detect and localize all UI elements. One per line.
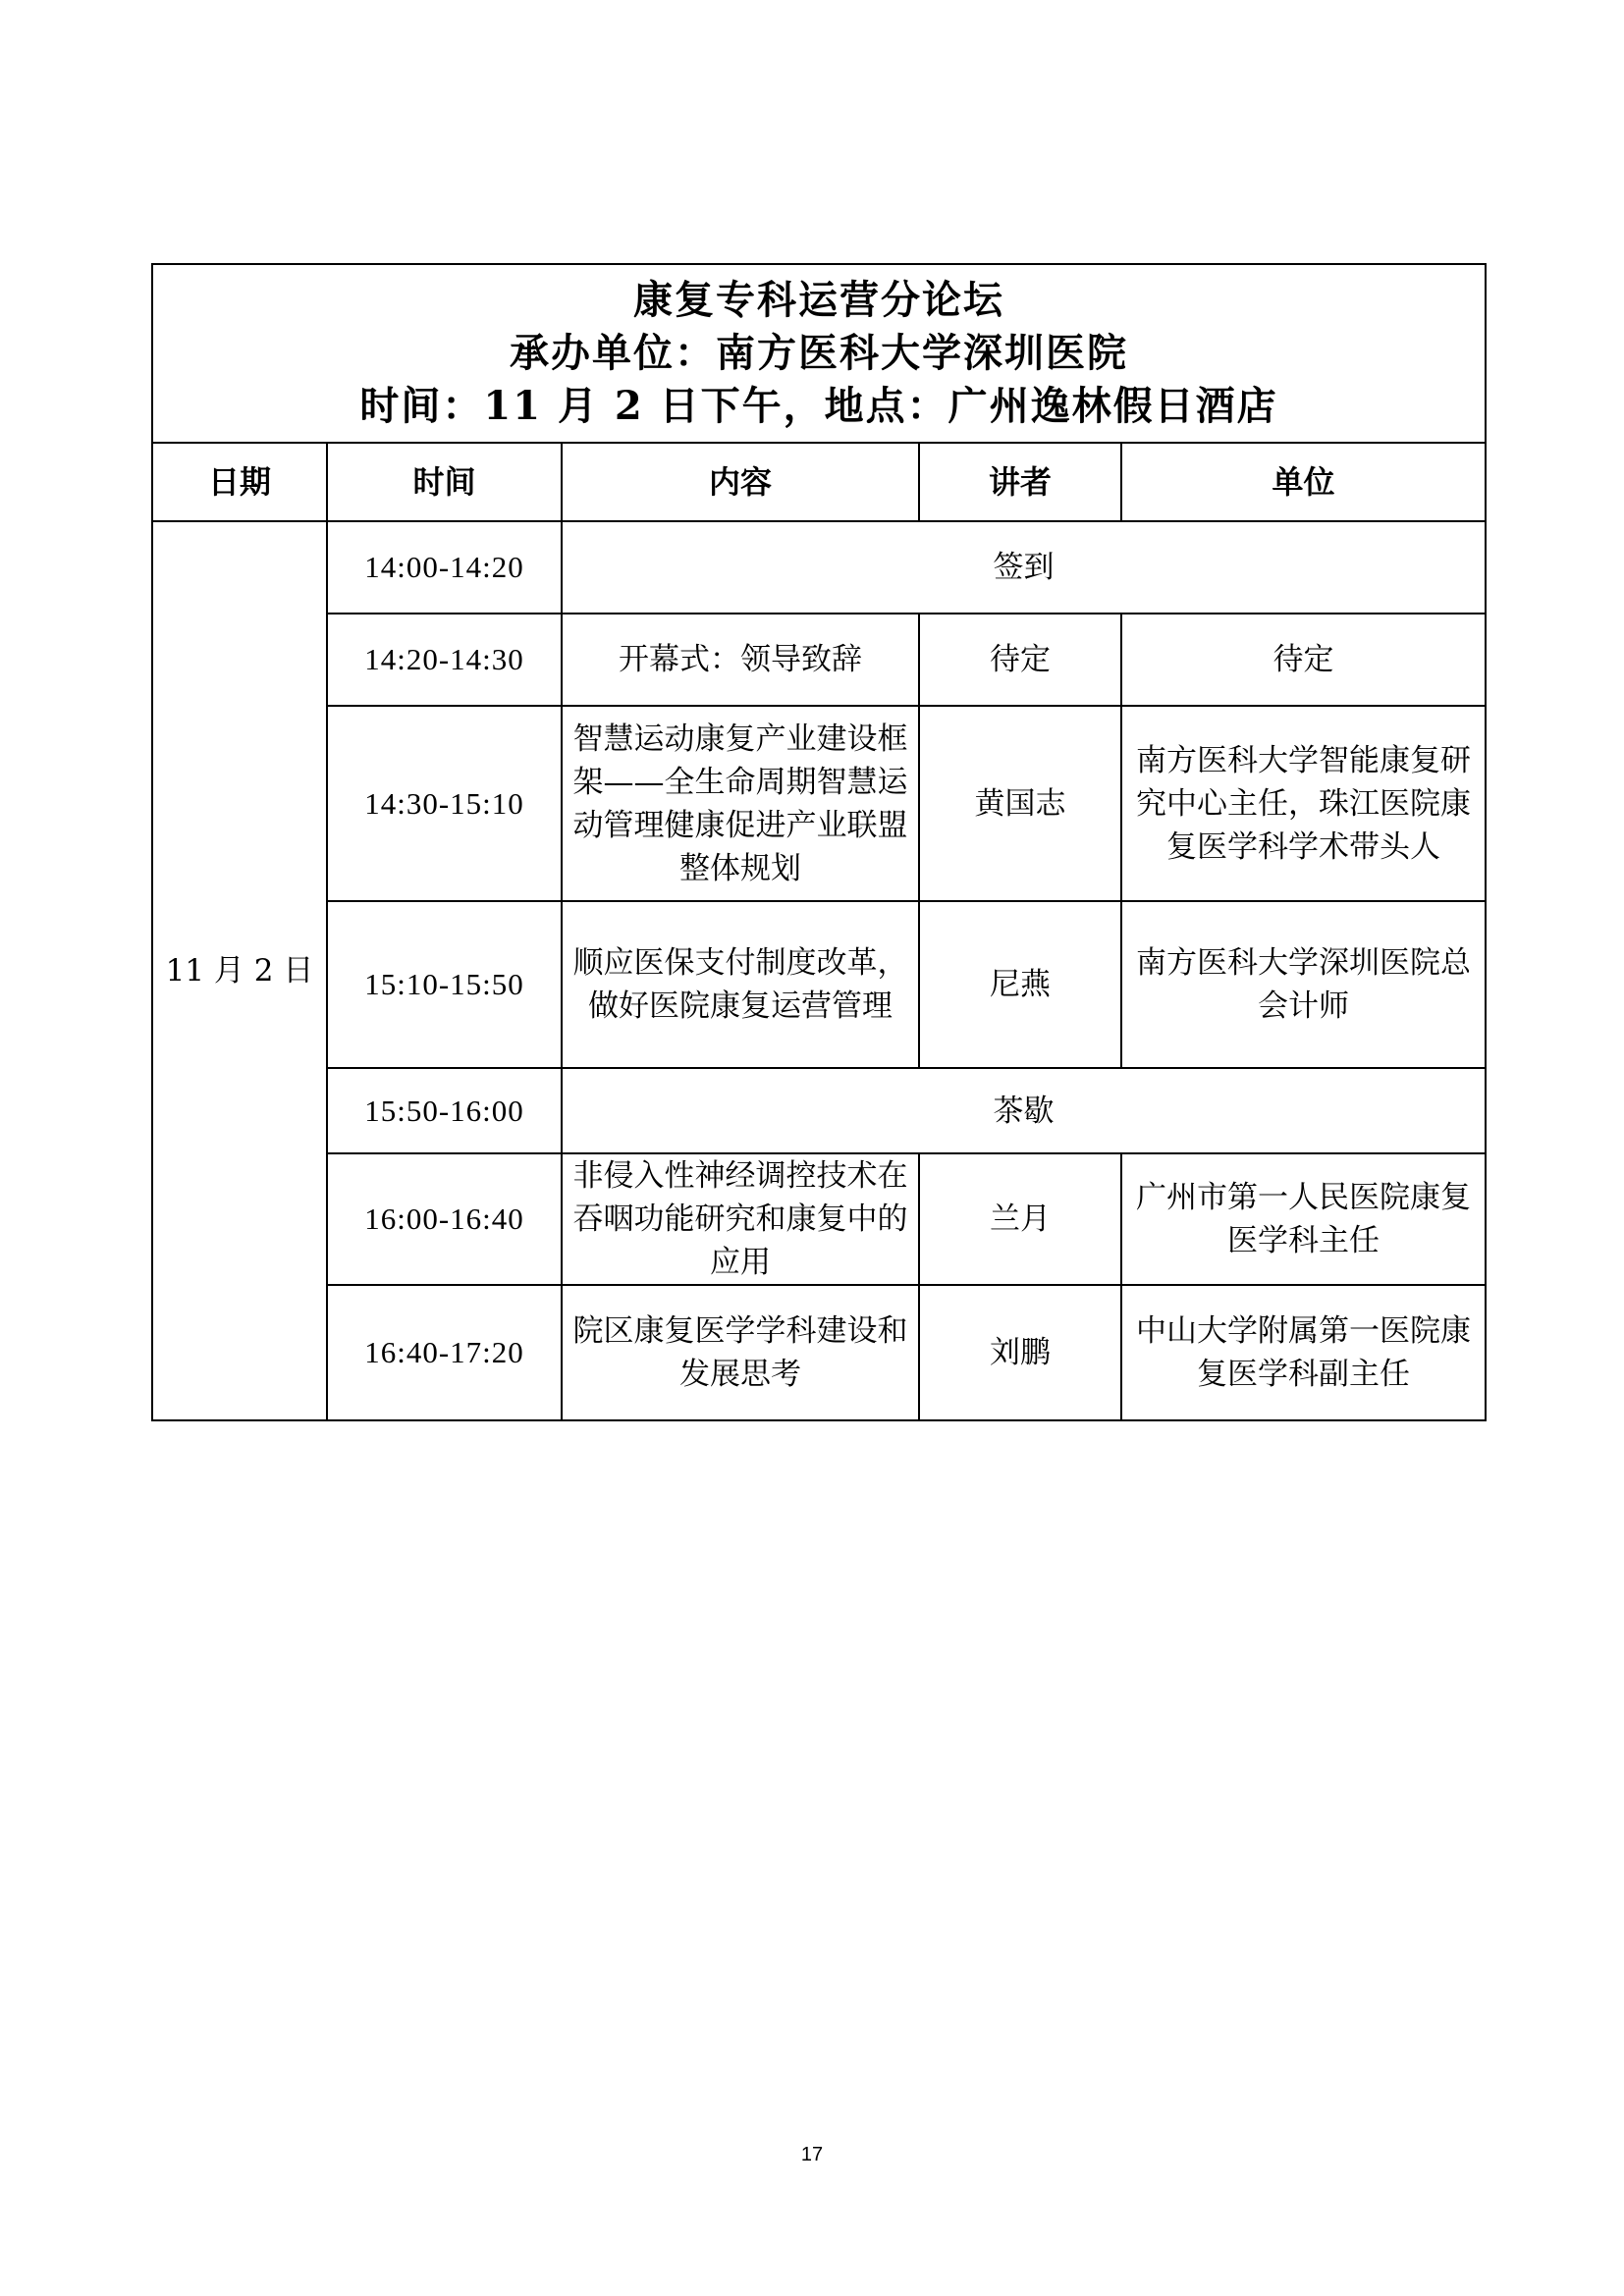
header-speaker: 讲者 [919,443,1121,521]
title-row [152,264,1486,443]
table-row [152,521,1486,614]
time-cell: 14:30-15:10 [327,706,562,901]
time-cell: 16:40-17:20 [327,1285,562,1420]
table-row [152,706,1486,901]
forum-title: 康复专科运营分论坛 [633,277,1004,323]
time-cell: 14:20-14:30 [327,614,562,706]
unit-cell: 中山大学附属第一医院康复医学科副主任 [1121,1285,1486,1420]
speaker-cell: 待定 [919,614,1121,706]
table-row [152,1285,1486,1420]
time-location-line: 时间：11 月 2 日下午，地点：广州逸林假日酒店 [359,383,1278,429]
table-row [152,901,1486,1068]
content-cell: 茶歇 [562,1068,1486,1153]
content-cell: 非侵入性神经调控技术在吞咽功能研究和康复中的应用 [562,1153,919,1285]
speaker-cell: 刘鹏 [919,1285,1121,1420]
time-cell: 15:10-15:50 [327,901,562,1068]
unit-cell: 广州市第一人民医院康复医学科主任 [1121,1153,1486,1285]
page-number: 17 [800,2144,824,2165]
header-date: 日期 [152,443,327,521]
header-row [152,443,1486,521]
content-cell: 开幕式：领导致辞 [562,614,919,706]
time-cell: 15:50-16:00 [327,1068,562,1153]
table-row [152,1153,1486,1285]
content-cell: 签到 [562,521,1486,614]
time-cell: 14:00-14:20 [327,521,562,614]
speaker-cell: 兰月 [919,1153,1121,1285]
unit-cell: 待定 [1121,614,1486,706]
title-block [152,264,1486,443]
speaker-cell: 黄国志 [919,706,1121,901]
table-row [152,614,1486,706]
forum-agenda-table [151,263,1487,1421]
header-time: 时间 [327,443,562,521]
header-unit: 单位 [1121,443,1486,521]
table-row [152,1068,1486,1153]
organizer-line: 承办单位：南方医科大学深圳医院 [510,330,1128,376]
content-cell: 院区康复医学学科建设和发展思考 [562,1285,919,1420]
content-cell: 顺应医保支付制度改革，做好医院康复运营管理 [562,901,919,1068]
unit-cell: 南方医科大学智能康复研究中心主任，珠江医院康复医学科学术带头人 [1121,706,1486,901]
unit-cell: 南方医科大学深圳医院总会计师 [1121,901,1486,1068]
speaker-cell: 尼燕 [919,901,1121,1068]
time-cell: 16:00-16:40 [327,1153,562,1285]
content-cell: 智慧运动康复产业建设框架——全生命周期智慧运动管理健康促进产业联盟整体规划 [562,706,919,901]
date-cell: 11 月 2 日 [152,521,327,1420]
header-content: 内容 [562,443,919,521]
